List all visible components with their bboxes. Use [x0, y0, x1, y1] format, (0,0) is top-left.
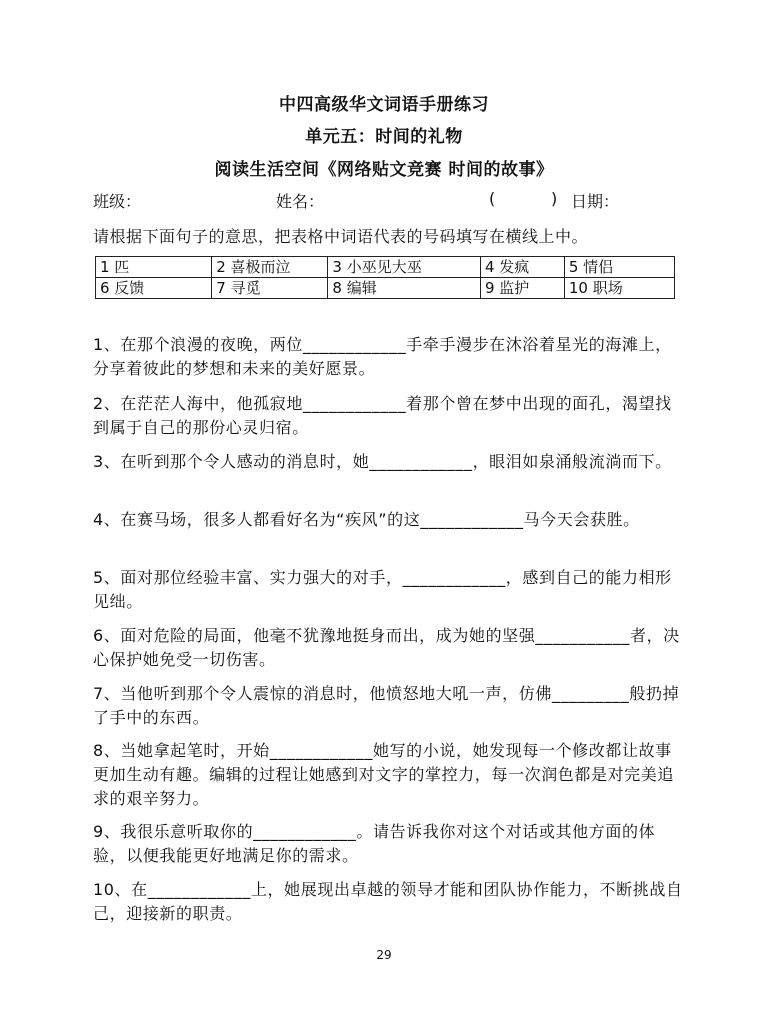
- name-label: 姓名：: [276, 192, 325, 211]
- question-item: 1、在那个浪漫的夜晚，两位____________手牵手漫步在沐浴着星光的海滩上，分享着彼此的梦想和未来的美好愿景。: [93, 335, 672, 378]
- vocab-cell: 3 小巫见大巫: [328, 257, 481, 278]
- question-item: 7、当他听到那个令人震惊的消息时，他愤怒地大吼一声，仿佛_________般扔掉了手中的东西。: [93, 684, 680, 727]
- question-item: 4、在赛马场，很多人都看好名为“疾风”的这____________马今天会获胜。: [93, 510, 640, 529]
- question-item: 3、在听到那个令人感动的消息时，她____________，眼泪如泉涌般流淌而下。: [93, 452, 672, 471]
- question-item: 8、当她拿起笔时，开始____________她写的小说，她发现每一个修改都让故事更加生动有趣。编辑的过程让她感到对文字的掌控力，每一次润色都是对完美追求的艰辛努力。: [93, 741, 675, 808]
- index-paren-close: ): [551, 189, 558, 208]
- vocab-row: [96, 257, 675, 278]
- date-label: 日期：: [571, 192, 620, 211]
- vocab-cell: 6 反馈: [96, 278, 212, 299]
- reading-subtitle: 阅读生活空间《网络贴文竞赛 时间的故事》: [214, 160, 554, 180]
- vocab-cell: 7 寻觅: [212, 278, 328, 299]
- vocab-cell: 5 情侣: [564, 257, 674, 278]
- question-item: 5、面对那位经验丰富、实力强大的对手，____________，感到自己的能力相形见绌。: [93, 568, 672, 611]
- vocab-cell: 10 职场: [564, 278, 674, 299]
- question-item: 10、在____________上，她展现出卓越的领导才能和团队协作能力，不断挑战自己，迎接新的职责。: [93, 880, 683, 923]
- vocab-cell: 8 编辑: [328, 278, 481, 299]
- student-info-line: [93, 189, 693, 211]
- question-item: 2、在茫茫人海中，他孤寂地____________着那个曾在梦中出现的面孔，渴望找到属于自己的那份心灵归宿。: [93, 394, 672, 437]
- question-item: 6、面对危险的局面，他毫不犹豫地挺身而出，成为她的坚强___________者，决心保护她免受一切伤害。: [93, 626, 680, 669]
- vocab-table: [95, 256, 675, 299]
- question-item: 9、我很乐意听取你的____________。请告诉我你对这个对话或其他方面的体验，以便我能更好地满足你的需求。: [93, 822, 656, 865]
- page-number: 29: [376, 948, 392, 962]
- vocab-cell: 4 发疯: [480, 257, 564, 278]
- unit-title: 单元五：时间的礼物: [305, 127, 463, 147]
- vocab-cell: 1 匹: [96, 257, 212, 278]
- vocab-cell: 2 喜极而泣: [212, 257, 328, 278]
- index-paren-open: (: [489, 189, 496, 208]
- class-label: 班级：: [93, 192, 142, 211]
- vocab-cell: 9 监护: [480, 278, 564, 299]
- instruction-text: 请根据下面句子的意思，把表格中词语代表的号码填写在横线上中。: [93, 227, 589, 246]
- worksheet-title: 中四高级华文词语手册练习: [279, 95, 489, 115]
- vocab-row: [96, 278, 675, 299]
